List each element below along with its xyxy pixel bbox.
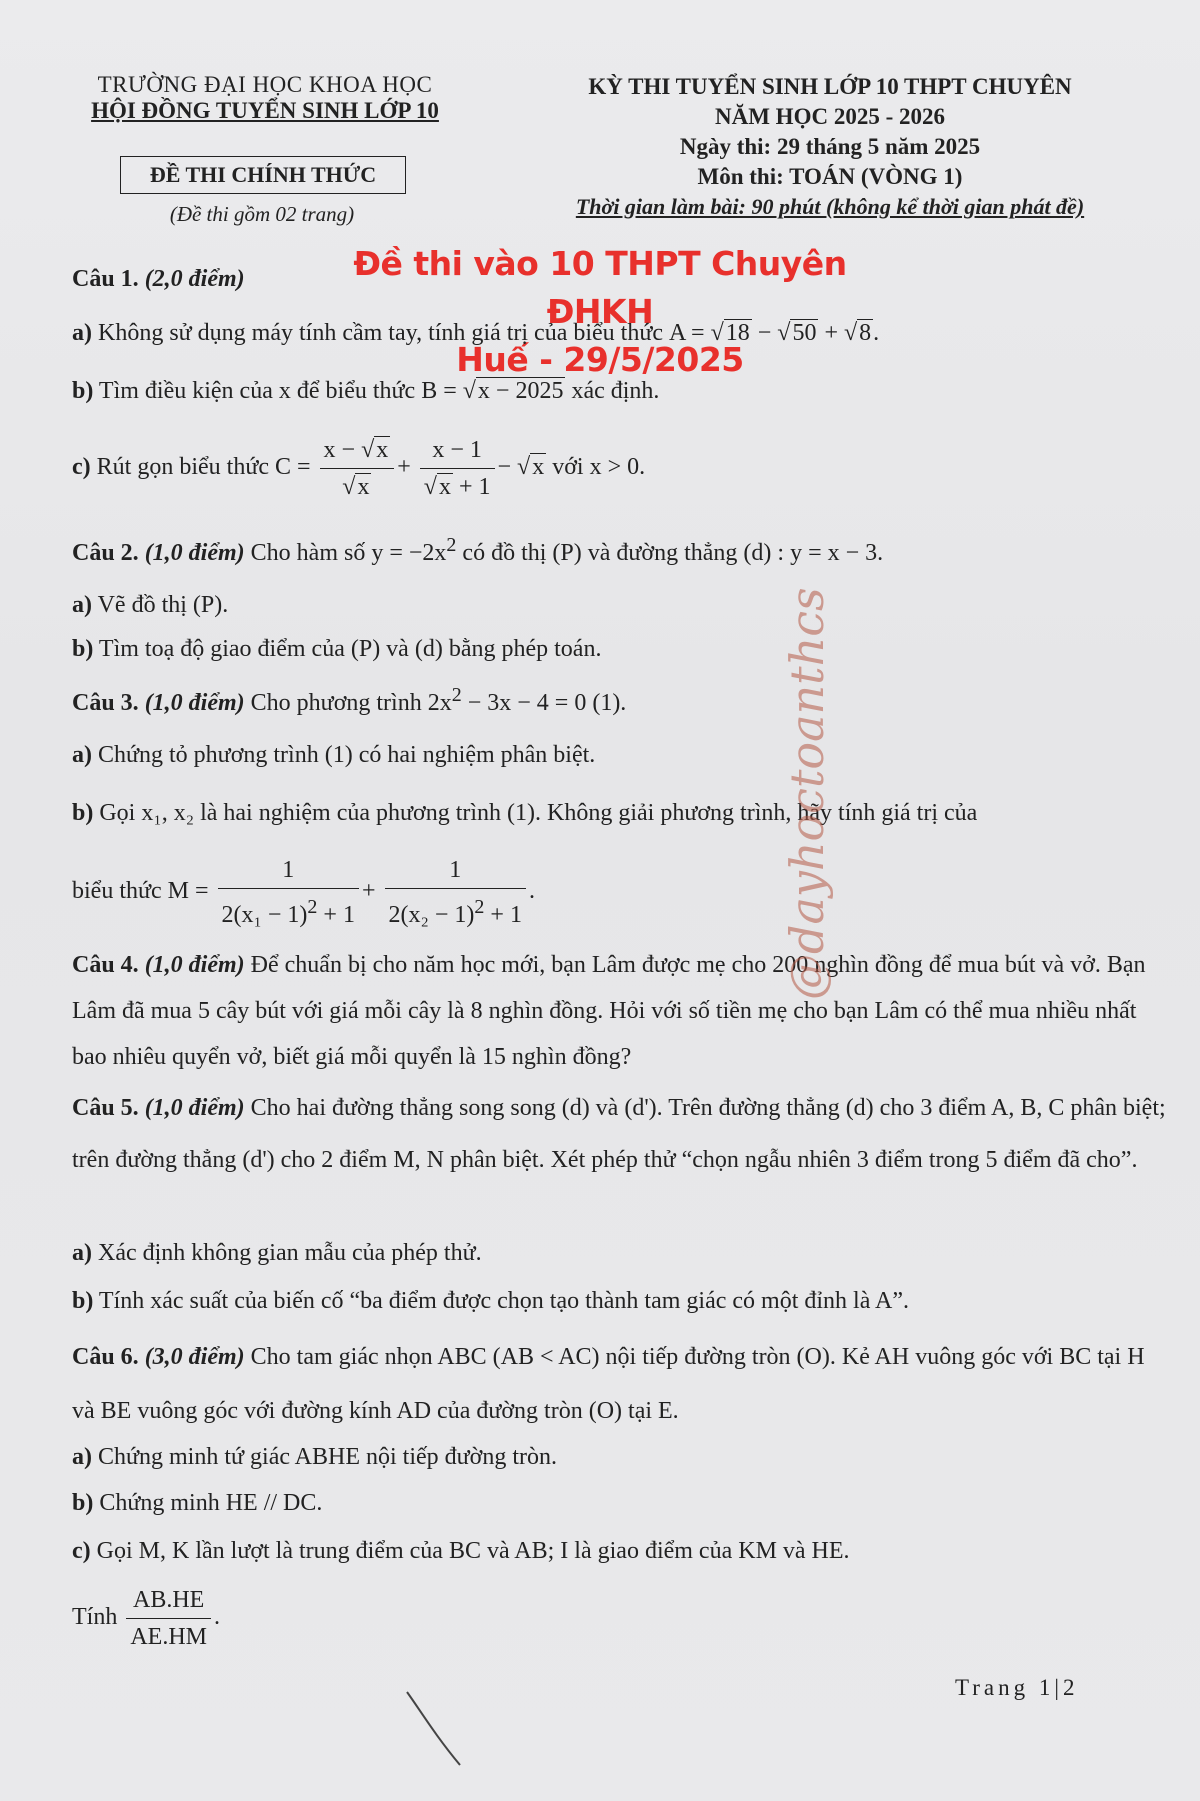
q3-m-den1: 2(x₁ − 1) <box>221 902 308 928</box>
q3-m-den2-tail: + 1 <box>484 902 522 928</box>
pen-stroke <box>405 1690 465 1770</box>
q1-b-label: b) <box>72 378 94 404</box>
q6-c-calc: Tính $\frac{AB.HE}{AE.HM}$ . <box>72 1582 1172 1655</box>
exam-title: KỲ THI TUYỂN SINH LỚP 10 THPT CHUYÊN <box>588 74 1072 99</box>
q1-c-f2-num: x − 1 <box>420 432 495 469</box>
q3-b-text2: biểu thức <box>72 878 162 905</box>
q2-func: y = −2x <box>371 540 447 566</box>
council-name: HỘI ĐỒNG TUYỂN SINH LỚP 10 <box>91 98 439 123</box>
q5-part-b <box>72 1284 1172 1318</box>
q3-m-den1-tail: + 1 <box>317 902 355 928</box>
q1-a-r1: 18 <box>725 320 750 346</box>
q1-c-lhs: C = <box>274 454 317 481</box>
q1-a-text: Không sử dụng máy tính cầm tay, tính giá trị của biểu thức <box>98 320 664 346</box>
q2-b-label: b) <box>72 636 94 662</box>
q1-b-lhs: B = <box>421 378 463 404</box>
q5-b-text: Tính xác suất của biến cố “ba điểm được chọn tạo thành tam giác có một đỉnh là A”. <box>98 1288 910 1314</box>
q1-part-b <box>72 374 1172 408</box>
q6-b-label: b) <box>72 1490 94 1516</box>
header-right <box>500 72 1160 222</box>
school-year: NĂM HỌC 2025 - 2026 <box>715 104 945 129</box>
q3-part-a <box>72 738 1172 772</box>
header-left <box>60 72 470 124</box>
q1-b-var: x <box>278 378 291 404</box>
q1-part-c: c) Rút gọn biểu thức C = $\frac{x - √x}{√x}$ + $\frac{x - 1}{√x + 1}$ − √x với x > 0. <box>72 432 1172 505</box>
q1-c-text: Rút gọn biểu thức <box>96 454 269 481</box>
q3-a-text: Chứng tỏ phương trình (1) có hai nghiệm phân biệt. <box>98 742 596 768</box>
q2-text2: có đồ thị (P) và đường thẳng (d) : y = x − 3. <box>462 540 884 566</box>
q5-title: Câu 5. <box>72 1095 139 1121</box>
q1-points: (2,0 điểm) <box>144 266 245 292</box>
q6-c-den: AE.HM <box>130 1624 207 1650</box>
duration: Thời gian làm bài: 90 phút (không kể thời gian phát đề) <box>575 194 1085 219</box>
watermark-line1: Đề thi vào 10 THPT Chuyên ĐHKH <box>353 244 847 331</box>
q6-a-text: Chứng minh tứ giác ABHE nội tiếp đường tròn. <box>98 1444 558 1470</box>
q6-part-b <box>72 1486 1172 1520</box>
watermark-line2: Huế - 29/5/2025 <box>456 340 744 379</box>
q1-c-frac2: $\frac{x - 1}{√x + 1}$ <box>420 432 495 505</box>
q5-points: (1,0 điểm) <box>144 1095 245 1121</box>
exam-date: Ngày thi: 29 tháng 5 năm 2025 <box>679 134 981 159</box>
q2-a-label: a) <box>72 592 92 618</box>
page-number: Trang 1|2 <box>955 1675 1079 1700</box>
q2-a-text: Vẽ đồ thị (P). <box>97 592 229 618</box>
q1-b-text2: để biểu thức <box>296 378 416 404</box>
author-handle-watermark: @dayhoctoanthcs <box>780 587 834 1000</box>
q6-c-text: Gọi M, K lần lượt là trung điểm của BC và AB; I là giao điểm của KM và HE. <box>96 1538 850 1564</box>
q3-m-num1: 1 <box>218 852 359 889</box>
q3-m-den2: 2(x₂ − 1) <box>388 902 475 928</box>
q5-part-a <box>72 1236 1172 1270</box>
q3-b-text: Gọi x₁, x₂ là hai nghiệm của phương trình (1). Không giải phương trình, hãy tính giá trị của <box>99 800 978 826</box>
q2-heading: Câu 2. (1,0 điểm) Cho hàm số $y = -2x^2$ có đồ thị (P) và đường thẳng (d) : y = x − 3. <box>72 534 884 566</box>
q3-part-b <box>72 796 1172 830</box>
q1-b-text1: Tìm điều kiện của <box>98 378 273 404</box>
school-name: TRƯỜNG ĐẠI HỌC KHOA HỌC <box>97 72 433 97</box>
q5-a-text: Xác định không gian mẫu của phép thử. <box>98 1240 482 1266</box>
q3-m-lhs: M = <box>167 878 215 905</box>
q6-points: (3,0 điểm) <box>144 1344 245 1370</box>
q1-c-label: c) <box>72 454 91 481</box>
q3-m-num2: 1 <box>385 852 526 889</box>
q5-b-label: b) <box>72 1288 94 1314</box>
q6-a-label: a) <box>72 1444 92 1470</box>
q2-part-b <box>72 632 1172 666</box>
q1-c-f1-den-r: x <box>357 474 370 500</box>
q1-a-r2: 50 <box>792 320 817 346</box>
q2-text1: Cho hàm số <box>250 540 366 566</box>
q6-c-label: c) <box>72 1538 91 1564</box>
q2-part-a <box>72 588 1172 622</box>
q1-c-f2-den-b: + 1 <box>452 474 491 500</box>
q3-a-label: a) <box>72 742 92 768</box>
q2-points: (1,0 điểm) <box>144 540 245 566</box>
q3-m-frac2: $\frac{1}{2(x_2 - 1)^2 + 1}$ <box>385 852 526 933</box>
q3-eq-b: − 3x − 4 = 0 (1). <box>461 690 627 716</box>
q1-c-f1-num-a: x − <box>323 437 362 463</box>
q3-text1: Cho phương trình <box>250 690 422 716</box>
subject: Môn thi: TOÁN (VÒNG 1) <box>697 164 963 189</box>
q1-b-radicand: x − 2025 <box>477 378 564 404</box>
q2-b-text: Tìm toạ độ giao điểm của (P) và (d) bằng phép toán. <box>98 636 602 662</box>
q1-title: Câu 1. <box>72 266 139 292</box>
q6-c-calc-label: Tính <box>72 1604 118 1631</box>
q6-c-frac <box>126 1582 211 1655</box>
q3-title: Câu 3. <box>72 690 139 716</box>
official-exam-box: ĐỀ THI CHÍNH THỨC <box>120 156 406 194</box>
q5-block <box>72 1082 1172 1186</box>
q1-a-r3: 8 <box>859 320 872 346</box>
q1-part-a <box>72 316 1172 350</box>
q4-title: Câu 4. <box>72 952 139 978</box>
q1-b-expr: B = √x − 2025 <box>421 378 564 404</box>
q6-text: Cho tam giác nhọn ABC (AB < AC) nội tiếp đường tròn (O). Kẻ AH vuông góc với BC tại H và BE vuông góc với đường kính AD của đường tròn (O) tại E. <box>72 1344 1145 1424</box>
q6-c-num: AB.HE <box>126 1582 211 1619</box>
pages-note: (Đề thi gồm 02 trang) <box>169 202 355 226</box>
q1-a-lhs: A = <box>669 320 711 346</box>
q3-m-frac1: $\frac{1}{2(x_1 - 1)^2 + 1}$ <box>218 852 359 933</box>
q6-part-c <box>72 1534 1172 1568</box>
q6-block <box>72 1330 1172 1438</box>
q1-a-label: a) <box>72 320 92 346</box>
q3-points: (1,0 điểm) <box>144 690 245 716</box>
q1-c-frac1: $\frac{x - √x}{√x}$ <box>320 432 395 505</box>
q1-b-text3: xác định. <box>571 378 660 404</box>
q6-title: Câu 6. <box>72 1344 139 1370</box>
q1-heading <box>72 262 1172 296</box>
q4-text: Để chuẩn bị cho năm học mới, bạn Lâm được mẹ cho 200 nghìn đồng để mua bút và vở. Bạn Lâm đã mua 5 cây bút với giá mỗi cây là 8 nghìn đồng. Hỏi với số tiền mẹ cho bạn Lâm có thể mua nhiều nhất bao nhiêu quyển vở, biết giá mỗi quyển là 15 nghìn đồng? <box>72 952 1146 1070</box>
q6-part-a <box>72 1440 1172 1474</box>
q3-b-label: b) <box>72 800 94 826</box>
q3-heading: Câu 3. (1,0 điểm) Cho phương trình $2x^2 - 3x - 4 = 0$ (1). <box>72 684 627 716</box>
q3-m-expr: biểu thức M = $\frac{1}{2(x_1 - 1)^2 + 1}$ + $\frac{1}{2(x_2 - 1)^2 + 1}$ . <box>72 852 1172 933</box>
q1-c-tail-r: x <box>532 454 545 481</box>
q4-block <box>72 942 1172 1080</box>
q5-text: Cho hai đường thẳng song song (d) và (d'). Trên đường thẳng (d) cho 3 điểm A, B, C phân biệt; trên đường thẳng (d') cho 2 điểm M, N phân biệt. Xét phép thử “chọn ngẫu nhiên 3 điểm trong 5 điểm đã cho”. <box>72 1095 1166 1173</box>
q4-points: (1,0 điểm) <box>144 952 245 978</box>
q3-eq-a: 2x <box>427 690 452 716</box>
q2-title: Câu 2. <box>72 540 139 566</box>
q1-c-cond: với x > 0. <box>552 454 646 481</box>
q5-a-label: a) <box>72 1240 92 1266</box>
q1-c-f1-num-r: x <box>376 437 389 463</box>
q6-b-text: Chứng minh HE // DC. <box>99 1490 323 1516</box>
q1-c-f2-den-r: x <box>438 474 451 500</box>
q1-a-expr: A = √18 − √50 + √8. <box>669 320 880 346</box>
